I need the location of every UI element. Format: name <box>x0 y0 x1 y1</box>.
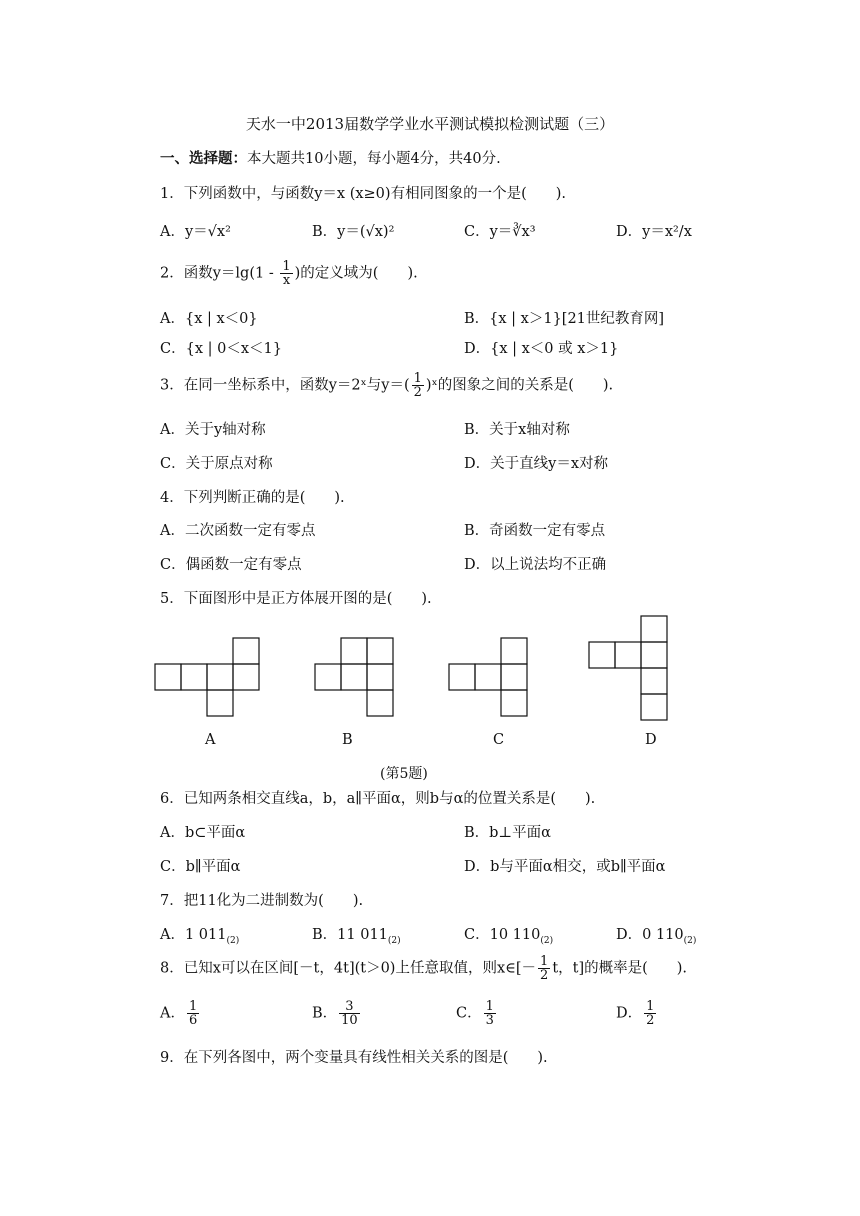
q3-option-d: D．关于直线y＝x对称 <box>464 456 608 472</box>
net-label-b: B <box>342 732 353 748</box>
q1-option-a: A．y＝√x² <box>160 224 231 240</box>
q8-b-letter: B． <box>312 1005 338 1022</box>
q1-stem: 1．下列函数中，与函数y＝x (x≥0)有相同图象的一个是( ). <box>160 186 566 202</box>
q7-option-c <box>464 923 553 946</box>
q6-option-c: C．b∥平面α <box>160 859 241 875</box>
q2-stem <box>160 260 418 287</box>
q7-stem: 7．把11化为二进制数为( ). <box>160 893 364 909</box>
net-a <box>155 638 259 716</box>
q8-fraction <box>538 955 550 982</box>
q1-option-c: C．y＝∛x³ <box>464 224 536 240</box>
cube-nets-figure <box>0 600 860 730</box>
q8-option-c <box>456 1000 498 1027</box>
q7-option-b <box>312 923 401 946</box>
q7-option-d <box>616 923 696 946</box>
section-heading <box>160 147 501 168</box>
q8-d-frac <box>644 1000 656 1027</box>
q7-option-a-text: A．1 011 <box>160 927 227 943</box>
q3-frac-num: 1 <box>413 371 422 386</box>
q2-option-d: D．{x | x＜0 或 x＞1} <box>464 341 619 357</box>
q6-stem: 6．已知两条相交直线a，b，a∥平面α，则b与α的位置关系是( ). <box>160 791 596 807</box>
q8-option-a <box>160 1000 201 1027</box>
q7-base-b: (2) <box>387 935 401 946</box>
q8-a-num: 1 <box>188 999 198 1014</box>
q4-option-d: D．以上说法均不正确 <box>464 557 607 573</box>
q6-option-a: A．b⊂平面α <box>160 825 246 841</box>
q8-b-num: 3 <box>339 1000 360 1014</box>
q8-c-frac <box>484 1000 496 1027</box>
q4-option-a: A．二次函数一定有零点 <box>160 523 316 539</box>
q3-frac-den: 2 <box>413 385 422 400</box>
q7-base-a: (2) <box>226 935 240 946</box>
q7-base-c: (2) <box>540 935 554 946</box>
q8-c-letter: C． <box>456 1005 482 1022</box>
q8-d-num: 1 <box>646 999 655 1014</box>
net-d <box>589 616 667 720</box>
q2-stem-pre: 2．函数y＝lg(1 - <box>160 265 279 282</box>
q8-stem-pre: 8．已知x可以在区间[－t，4t](t＞0)上任意取值，则x∈[－ <box>160 960 537 977</box>
q7-option-b-text: B．11 011 <box>312 927 388 943</box>
q4-option-b: B．奇函数一定有零点 <box>464 523 606 539</box>
q4-stem: 4．下列判断正确的是( ). <box>160 490 345 506</box>
q7-option-d-text: D．0 110 <box>616 927 684 943</box>
figure-caption: (第5题) <box>380 766 428 782</box>
q2-option-a: A．{x | x＜0} <box>160 311 258 327</box>
q2-fraction <box>280 260 292 287</box>
q2-frac-den: x <box>282 273 291 288</box>
q6-option-b: B．b⊥平面α <box>464 825 551 841</box>
net-b <box>315 638 393 716</box>
q9-stem: 9．在下列各图中，两个变量具有线性相关关系的图是( ). <box>160 1050 548 1066</box>
q8-option-b <box>312 1000 362 1027</box>
q8-c-den: 3 <box>485 1013 494 1028</box>
q8-d-den: 2 <box>646 1013 655 1028</box>
q7-option-a <box>160 923 239 946</box>
section-label: 一、选择题： <box>160 150 247 167</box>
q1-option-b: B．y＝(√x)² <box>312 224 395 240</box>
q4-option-c: C．偶函数一定有零点 <box>160 557 302 573</box>
q8-d-letter: D． <box>616 1005 643 1022</box>
q3-stem-post: )ˣ的图象之间的关系是( ). <box>425 377 614 394</box>
q8-c-num: 1 <box>485 999 494 1014</box>
q3-stem <box>160 372 613 399</box>
q8-b-frac <box>339 1000 360 1027</box>
net-label-a: A <box>205 732 216 748</box>
page-title: 天水一中2013届数学学业水平测试模拟检测试题（三） <box>245 115 615 133</box>
q8-stem-post: t，t]的概率是( ). <box>552 960 688 977</box>
q8-a-letter: A． <box>160 1005 185 1022</box>
q2-frac-num: 1 <box>282 259 291 274</box>
q2-stem-post: )的定义域为( ). <box>294 265 418 282</box>
q7-base-d: (2) <box>683 935 697 946</box>
q2-option-b: B．{x | x＞1}[21世纪教育网] <box>464 311 665 327</box>
q8-b-den: 10 <box>341 1013 358 1028</box>
net-c <box>449 638 527 716</box>
q8-a-den: 6 <box>188 1013 198 1028</box>
section-desc: 本大题共10小题，每小题4分，共40分. <box>247 151 501 167</box>
net-label-c: C <box>493 732 505 748</box>
q3-stem-pre: 3．在同一坐标系中，函数y＝2ˣ与y＝( <box>160 377 410 394</box>
q8-frac-num: 1 <box>540 954 549 969</box>
q3-fraction <box>412 372 424 399</box>
q6-option-d: D．b与平面α相交，或b∥平面α <box>464 859 666 875</box>
q8-stem <box>160 955 687 982</box>
q2-option-c: C．{x | 0＜x＜1} <box>160 341 282 357</box>
q3-option-a: A．关于y轴对称 <box>160 422 266 438</box>
q3-option-b: B．关于x轴对称 <box>464 422 570 438</box>
q8-frac-den: 2 <box>540 968 549 983</box>
q5-stem: 5．下面图形中是正方体展开图的是( ). <box>160 591 432 607</box>
q1-option-d: D．y＝x²/x <box>616 224 692 240</box>
q8-option-d <box>616 1000 658 1027</box>
q3-option-c: C．关于原点对称 <box>160 456 273 472</box>
net-label-d: D <box>645 732 657 748</box>
q7-option-c-text: C．10 110 <box>464 927 541 943</box>
q8-a-frac <box>187 1000 199 1027</box>
